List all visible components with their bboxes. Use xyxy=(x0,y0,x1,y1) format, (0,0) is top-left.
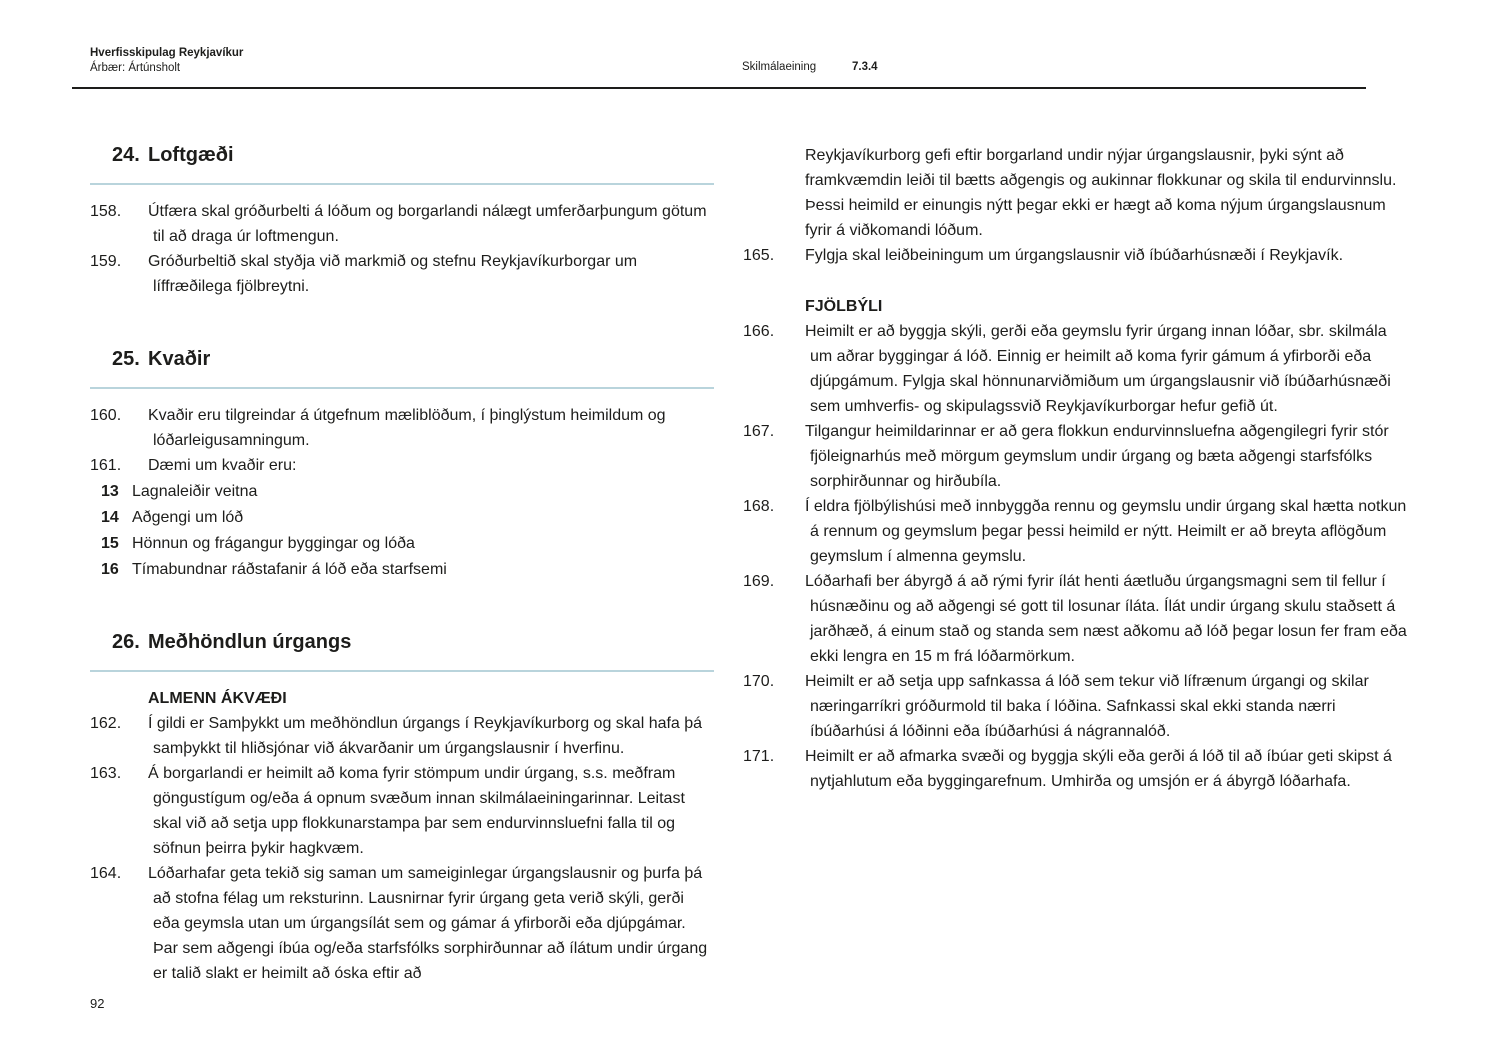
numbered-item xyxy=(90,761,714,861)
item-text: Heimilt er að afmarka svæði og byggja skýli eða gerði á lóð til að íbúar geti skipst á nytjahlutum eða byggingarefnum. Umhirða og umsjón er á ábyrgð lóðarhafa. xyxy=(805,748,1392,790)
list-item-text: Aðgengi um lóð xyxy=(132,509,244,526)
item-text: Gróðurbeltið skal styðja við markmið og stefnu Reykjavíkurborgar um líffræðilega fjölbreytni. xyxy=(148,253,638,295)
section-number: 25. xyxy=(112,348,140,370)
item-text: Í gildi er Samþykkt um meðhöndlun úrgangs í Reykjavíkurborg og skal hafa þá samþykkt til hliðsjónar við ákvarðanir um úrgangslausnir í hverfinu. xyxy=(148,715,703,757)
list-item xyxy=(90,531,714,556)
item-number: 171. xyxy=(743,748,775,765)
header-rule xyxy=(72,87,1366,89)
numbered-item xyxy=(743,419,1413,494)
item-number: 160. xyxy=(90,407,122,424)
numbered-item xyxy=(743,243,1413,268)
numbered-item xyxy=(743,319,1413,419)
item-number: 166. xyxy=(743,323,775,340)
item-text: Heimilt er að setja upp safnkassa á lóð sem tekur við lífrænum úrgangi og skilar næringarríkri gróðurmold til baka í lóðina. Safnkassi skal ekki standa nærri íbúðarhúsi á lóðinni eða íbúðarhúsi á nágrannalóð. xyxy=(805,673,1369,740)
numbered-item xyxy=(90,711,714,761)
item-number: 158. xyxy=(90,203,122,220)
section-title: Kvaðir xyxy=(148,348,211,370)
numbered-item xyxy=(90,403,714,453)
item-number: 163. xyxy=(90,765,122,782)
item-number: 162. xyxy=(90,715,122,732)
item-number: 165. xyxy=(743,247,775,264)
section-rule xyxy=(90,670,714,672)
numbered-item xyxy=(90,199,714,249)
list-item xyxy=(90,479,714,504)
left-column xyxy=(90,143,714,986)
subheading: FJÖLBÝLI xyxy=(805,298,883,315)
item-text: Á borgarlandi er heimilt að koma fyrir stömpum undir úrgang, s.s. meðfram göngustígum og/eða á opnum svæðum innan skilmálaeiningarinnar. Leitast skal við að setja upp flokkunarstampa þar sem endurvinnsluefni falla til og söfnun þeirra þykir hagkvæm. xyxy=(148,765,685,857)
item-text: Kvaðir eru tilgreindar á útgefnum mæliblöðum, í þinglýstum heimildum og lóðarleigusamningum. xyxy=(148,407,666,449)
page-number: 92 xyxy=(90,996,105,1011)
list-item-number: 16 xyxy=(101,561,119,578)
list-item-text: Tímabundnar ráðstafanir á lóð eða starfsemi xyxy=(132,561,447,578)
item-text: Lóðarhafi ber ábyrgð á að rými fyrir ílát henti áætluðu úrgangsmagni sem til fellur í húsnæðinu og að aðgengi sé gott til losunar íláta. Ílát undir úrgang skulu staðsett á jarðhæð, á einum stað og standa sem næst aðkomu að lóð þegar losun fer fram eða ekki lengra en 15 m frá lóðarmörkum. xyxy=(805,573,1407,665)
numbered-item xyxy=(90,861,714,986)
document-subtitle: Árbær: Ártúnsholt xyxy=(90,62,181,74)
list-item-text: Hönnun og frágangur byggingar og lóða xyxy=(132,535,415,552)
list-item xyxy=(90,505,714,530)
numbered-item xyxy=(90,453,714,478)
document-title: Hverfisskipulag Reykjavíkur xyxy=(90,47,244,59)
item-number: 161. xyxy=(90,457,122,474)
item-number: 159. xyxy=(90,253,122,270)
list-item-number: 13 xyxy=(101,483,119,500)
item-number: 170. xyxy=(743,673,775,690)
numbered-item xyxy=(743,494,1413,569)
section-title: Loftgæði xyxy=(148,144,234,166)
item-number: 164. xyxy=(90,865,122,882)
item-text: Lóðarhafar geta tekið sig saman um sameiginlegar úrgangslausnir og þurfa þá að stofna félag um reksturinn. Lausnirnar fyrir úrgang geta verið skýli, gerði eða geymsla utan um úrgangsílát sem og gámar á yfirborði eða djúpgámar. Þar sem aðgengi íbúa og/eða starfsfólks sorphirðunnar að ílátum undir úrgang er talið slakt er heimilt að óska eftir að xyxy=(148,865,708,982)
item-number: 169. xyxy=(743,573,775,590)
meta-label: Skilmálaeining xyxy=(742,61,817,73)
section-number: 24. xyxy=(112,144,140,166)
item-text: Fylgja skal leiðbeiningum um úrgangslausnir við íbúðarhúsnæði í Reykjavík. xyxy=(805,247,1344,264)
section-title: Meðhöndlun úrgangs xyxy=(148,631,352,653)
list-item xyxy=(90,557,714,582)
section-rule xyxy=(90,387,714,389)
subheading: ALMENN ÁKVÆÐI xyxy=(148,690,287,707)
section-heading xyxy=(90,143,714,167)
item-number: 168. xyxy=(743,498,775,515)
numbered-item xyxy=(743,744,1413,794)
item-number: 167. xyxy=(743,423,775,440)
section-rule xyxy=(90,183,714,185)
section-heading xyxy=(90,630,714,654)
continuation-paragraph: Reykjavíkurborg gefi eftir borgarland undir nýjar úrgangslausnir, þyki sýnt að framkvæmdin leiði til bætts aðgengis og aukinnar flokkunar og skila til endurvinnslu. Þessi heimild er einungis nýtt þegar ekki er hægt að koma nýjum úrgangslausnum fyrir á viðkomandi lóðum. xyxy=(805,147,1397,239)
item-text: Í eldra fjölbýlishúsi með innbyggða rennu og geymslu undir úrgang skal hætta notkun á rennum og geymslum þegar þessi heimild er nýtt. Heimilt er að breyta aflögðum geymslum í almenna geymslu. xyxy=(805,498,1407,565)
numbered-item xyxy=(90,249,714,299)
document-header xyxy=(90,46,243,76)
item-text: Tilgangur heimildarinnar er að gera flokkun endurvinnsluefna aðgengilegri fyrir stór fjöleignarhús með mörgum geymslum undir úrgang og bæta aðgengi starfsfólks sorphirðunnar og hirðubíla. xyxy=(805,423,1389,490)
list-item-number: 15 xyxy=(101,535,119,552)
list-item-text: Lagnaleiðir veitna xyxy=(132,483,258,500)
section-number: 26. xyxy=(112,631,140,653)
right-column xyxy=(743,143,1413,794)
numbered-item xyxy=(743,669,1413,744)
section-heading xyxy=(90,347,714,371)
item-text: Dæmi um kvaðir eru: xyxy=(148,457,297,474)
item-text: Heimilt er að byggja skýli, gerði eða geymslu fyrir úrgang innan lóðar, sbr. skilmála um aðrar byggingar á lóð. Einnig er heimilt að koma fyrir gámum á yfirborði eða djúpgámum. Fylgja skal hönnunarviðmiðum um úrgangslausnir við íbúðarhúsnæði sem umhverfis- og skipulagssvið Reykjavíkurborgar hefur gefið út. xyxy=(805,323,1391,415)
list-item-number: 14 xyxy=(101,509,119,526)
numbered-item xyxy=(743,569,1413,669)
item-text: Útfæra skal gróðurbelti á lóðum og borgarlandi nálægt umferðarþungum götum til að draga úr loftmengun. xyxy=(148,203,707,245)
meta-value: 7.3.4 xyxy=(852,61,878,73)
